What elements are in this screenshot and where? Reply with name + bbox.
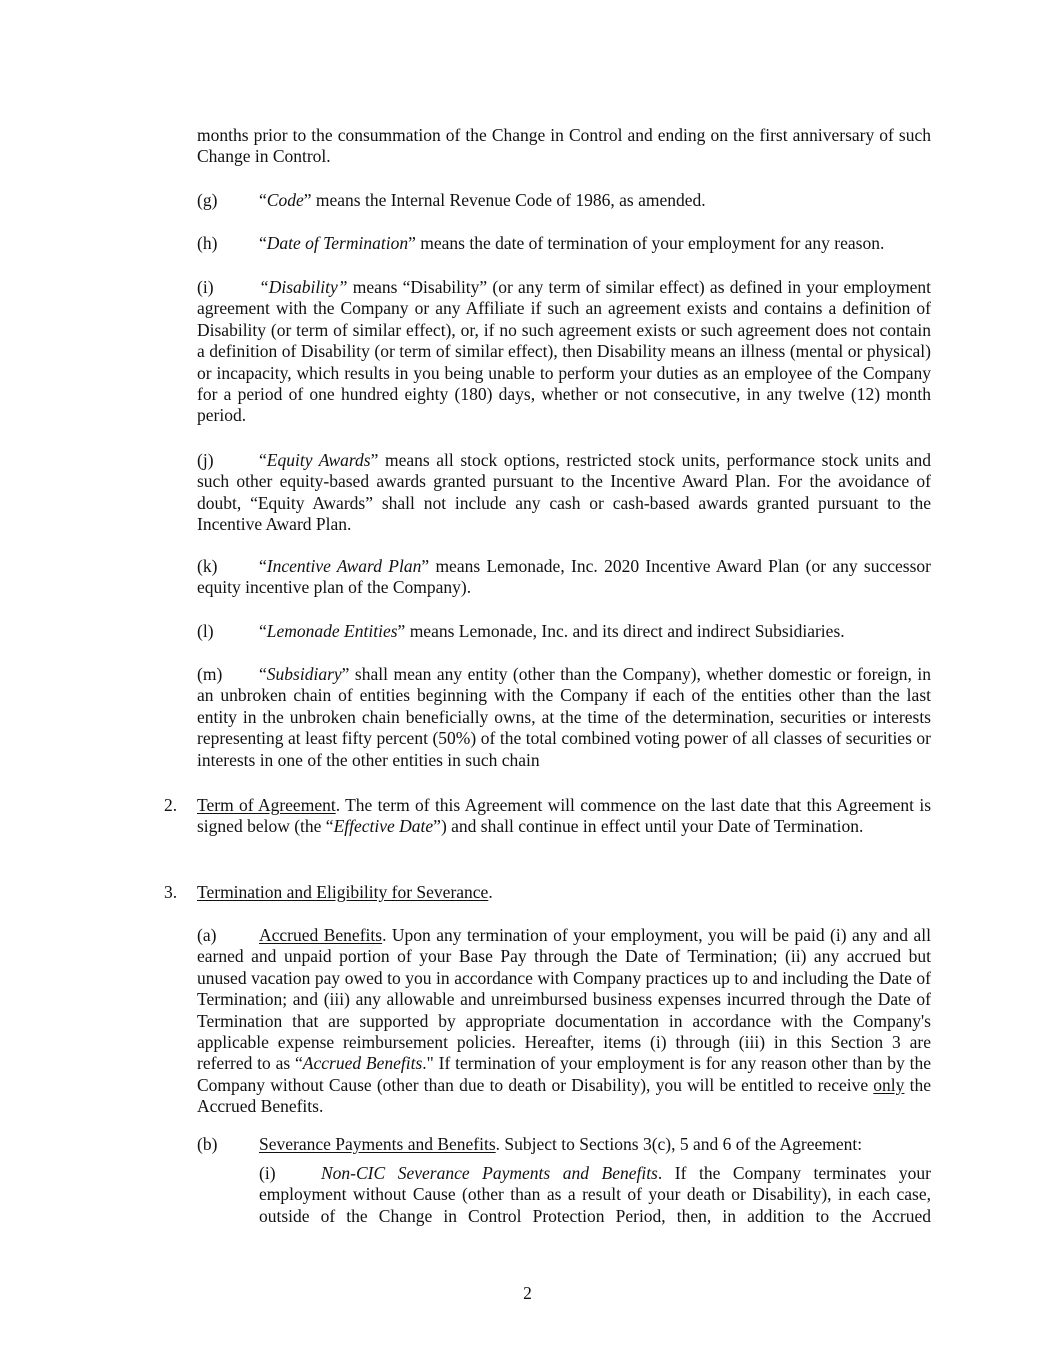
definition-label: (h) bbox=[197, 233, 218, 253]
definition-label: (l) bbox=[197, 621, 214, 641]
continuation-paragraph: months prior to the consummation of the Change in Control and ending on the first anniversary of such Change in Control. bbox=[197, 125, 931, 167]
subsection-label: (i) bbox=[259, 1163, 276, 1183]
defined-term: Date of Termination bbox=[266, 233, 409, 253]
section-number: 3. bbox=[164, 882, 178, 902]
definition-date-of-termination: (h) “Date of Termination” means the date of termination of your employment for any reason. bbox=[197, 233, 885, 253]
definition-incentive-award-plan: (k) “Incentive Award Plan” means Lemonade, Inc. 2020 Incentive Award Plan (or any successor equity incentive plan of the Company). bbox=[197, 556, 931, 598]
definition-label: (g) bbox=[197, 190, 218, 210]
subsection-heading: Non-CIC Severance Payments and Benefits bbox=[321, 1163, 658, 1183]
defined-term: Equity Awards bbox=[266, 450, 371, 470]
section-heading: Term of Agreement bbox=[197, 795, 336, 815]
emphasis-only: only bbox=[873, 1074, 905, 1095]
defined-term: Effective Date bbox=[333, 816, 434, 837]
defined-term: Subsidiary bbox=[266, 664, 342, 684]
subsection-label: (a) bbox=[197, 925, 217, 945]
definition-equity-awards: (j) “Equity Awards” means all stock options, restricted stock units, performance stock units and such other equity-based awards granted pursuant to the Incentive Award Plan. For the avoidance of doubt, “Equity Awards” shall not include any cash or cash-based awards granted pursuant to the Incentive Award Plan. bbox=[197, 450, 932, 535]
subsection-heading: Severance Payments and Benefits bbox=[259, 1134, 496, 1154]
definition-label: (m) bbox=[197, 664, 223, 684]
defined-term: Disability bbox=[268, 277, 338, 297]
definition-lemonade-entities: (l) “Lemonade Entities” means Lemonade, Inc. and its direct and indirect Subsidiaries. bbox=[197, 621, 845, 641]
subsection-label: (b) bbox=[197, 1134, 218, 1154]
section-3b-severance: (b) Severance Payments and Benefits. Subject to Sections 3(c), 5 and 6 of the Agreement: bbox=[197, 1134, 863, 1154]
section-3b-i-non-cic: (i) Non-CIC Severance Payments and Benefits. If the Company terminates your employment without Cause (other than as a result of your death or Disability), in each case, outside of the Change in Control Protection Period, then, in addition to the Accrued bbox=[259, 1163, 931, 1226]
definition-subsidiary: (m) “Subsidiary” shall mean any entity (other than the Company), whether domestic or foreign, in an unbroken chain of entities beginning with the Company if each of the entities other than the last entity in the unbroken chain beneficially owns, at the time of the determination, securities or interests representing at least fifty percent (50%) of the total combined voting power of all classes of securities or interests in one of the other entities in such chain bbox=[197, 664, 931, 770]
definition-label: (k) bbox=[197, 556, 218, 576]
definition-disability: (i) “Disability” means “Disability” (or any term of similar effect) as defined in your employment agreement with the Company or any Affiliate if such an agreement exists and contains a definition of Disability (or term of similar effect), or, if no such agreement exists or such agreement does not contain a definition of Disability (or term of similar effect), then Disability means an illness (mental or physical) or incapacity, which results in you being unable to perform your duties as an employee of the Company for a period of one hundred eighty (180) days, whether or not consecutive, in any twelve (12) month period. bbox=[197, 277, 931, 426]
defined-term: Lemonade Entities bbox=[266, 621, 398, 641]
defined-term: Incentive Award Plan bbox=[266, 556, 422, 576]
section-number: 2. bbox=[164, 795, 178, 815]
section-heading: Termination and Eligibility for Severance bbox=[197, 882, 489, 902]
defined-term: Code bbox=[266, 190, 304, 210]
definition-label: (j) bbox=[197, 450, 214, 470]
page-number: 2 bbox=[523, 1283, 532, 1303]
definition-label: (i) bbox=[197, 277, 214, 297]
defined-term: Accrued Benefits bbox=[302, 1053, 423, 1074]
section-2-term-of-agreement: 2. Term of Agreement. The term of this Agreement will commence on the last date that this Agreement is signed below (the “Effective Date”) and shall continue in effect until your Date of Termination. bbox=[164, 795, 932, 837]
section-3a-accrued-benefits: (a) Accrued Benefits. Upon any termination of your employment, you will be paid (i) any and all earned and unpaid portion of your Base Pay through the Date of Termination; (ii) any accrued but unused vacation pay owed to you in accordance with Company practices up to and including the Date of Termination; and (iii) any allowable and unreimbursed business expenses incurred through the Date of Termination that are supported by appropriate documentation in accordance with the Company's applicable expense reimbursement policies. Hereafter, items (i) through (iii) in this Section 3 are referred to as “Accrued Benefits." If termination of your employment is for any reason other than by the Company without Cause (other than due to death or Disability), you will be entitled to receive only the Accrued Benefits. bbox=[197, 925, 931, 1117]
section-3-heading: 3. Termination and Eligibility for Severance. bbox=[164, 882, 493, 902]
subsection-heading: Accrued Benefits bbox=[259, 925, 383, 945]
definition-code: (g) “Code” means the Internal Revenue Code of 1986, as amended. bbox=[197, 190, 706, 210]
